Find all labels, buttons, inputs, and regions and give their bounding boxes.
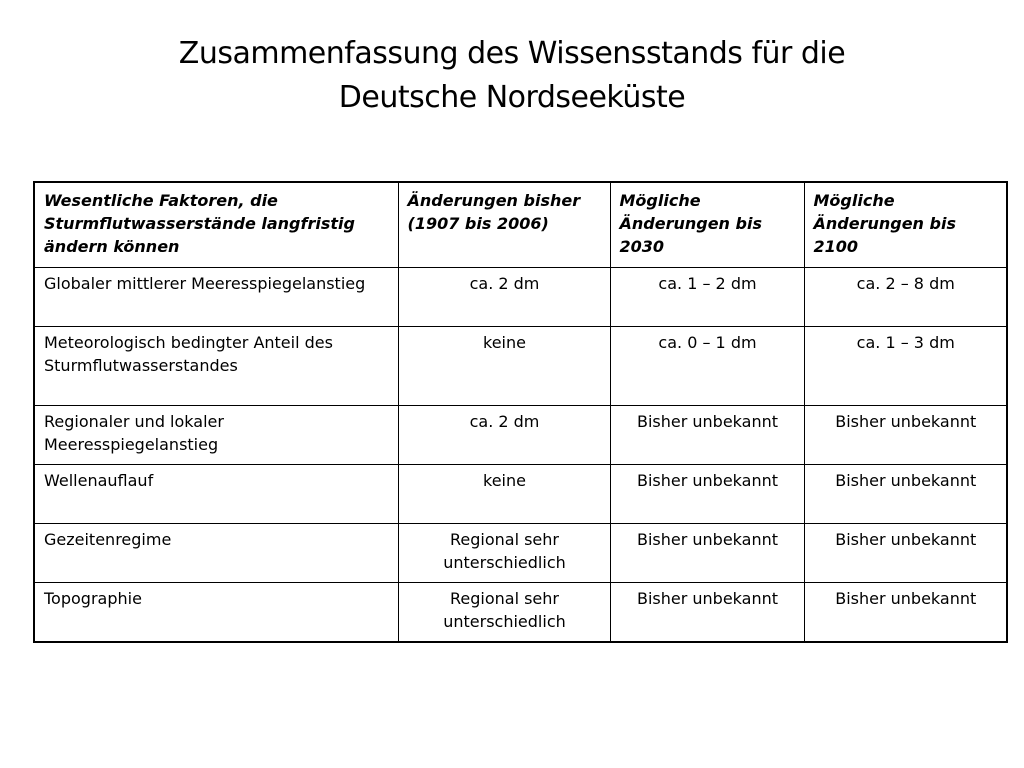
table-row bbox=[34, 268, 1007, 327]
value-cell: Bisher unbekannt bbox=[804, 524, 1007, 583]
header-changes-2100: Mögliche Änderungen bis 2100 bbox=[804, 182, 1007, 268]
slide-title-line-2: Deutsche Nordseeküste bbox=[338, 80, 686, 116]
table-row bbox=[34, 465, 1007, 524]
factor-cell: Globaler mittlerer Meeresspiegelanstieg bbox=[34, 268, 398, 327]
table-row bbox=[34, 583, 1007, 643]
value-cell: ca. 2 dm bbox=[398, 268, 610, 327]
factor-cell: Wellenauflauf bbox=[34, 465, 398, 524]
header-factors: Wesentliche Faktoren, die Sturmflutwasserstände langfristig ändern können bbox=[34, 182, 398, 268]
table-row bbox=[34, 406, 1007, 465]
value-cell: Bisher unbekannt bbox=[804, 406, 1007, 465]
slide-title-line-1: Zusammenfassung des Wissensstands für die bbox=[178, 36, 846, 72]
factor-cell: Regionaler und lokaler Meeresspiegelanstieg bbox=[34, 406, 398, 465]
value-cell: Bisher unbekannt bbox=[610, 524, 804, 583]
value-cell: keine bbox=[398, 327, 610, 406]
summary-table bbox=[33, 181, 1008, 643]
table-row bbox=[34, 327, 1007, 406]
value-cell: Bisher unbekannt bbox=[610, 465, 804, 524]
value-cell: ca. 1 – 3 dm bbox=[804, 327, 1007, 406]
value-cell: Bisher unbekannt bbox=[610, 406, 804, 465]
slide-title bbox=[0, 32, 1024, 120]
value-cell: keine bbox=[398, 465, 610, 524]
value-cell: ca. 2 – 8 dm bbox=[804, 268, 1007, 327]
value-cell: ca. 2 dm bbox=[398, 406, 610, 465]
table-row bbox=[34, 524, 1007, 583]
value-cell: ca. 1 – 2 dm bbox=[610, 268, 804, 327]
value-cell: Bisher unbekannt bbox=[804, 465, 1007, 524]
value-cell: Regional sehr unterschiedlich bbox=[398, 524, 610, 583]
header-changes-2030: Mögliche Änderungen bis 2030 bbox=[610, 182, 804, 268]
value-cell: Regional sehr unterschiedlich bbox=[398, 583, 610, 643]
table-header-row bbox=[34, 182, 1007, 268]
factor-cell: Gezeitenregime bbox=[34, 524, 398, 583]
value-cell: ca. 0 – 1 dm bbox=[610, 327, 804, 406]
value-cell: Bisher unbekannt bbox=[804, 583, 1007, 643]
factor-cell: Topographie bbox=[34, 583, 398, 643]
value-cell: Bisher unbekannt bbox=[610, 583, 804, 643]
header-changes-so-far: Änderungen bisher (1907 bis 2006) bbox=[398, 182, 610, 268]
factor-cell: Meteorologisch bedingter Anteil des Sturmflutwasserstandes bbox=[34, 327, 398, 406]
